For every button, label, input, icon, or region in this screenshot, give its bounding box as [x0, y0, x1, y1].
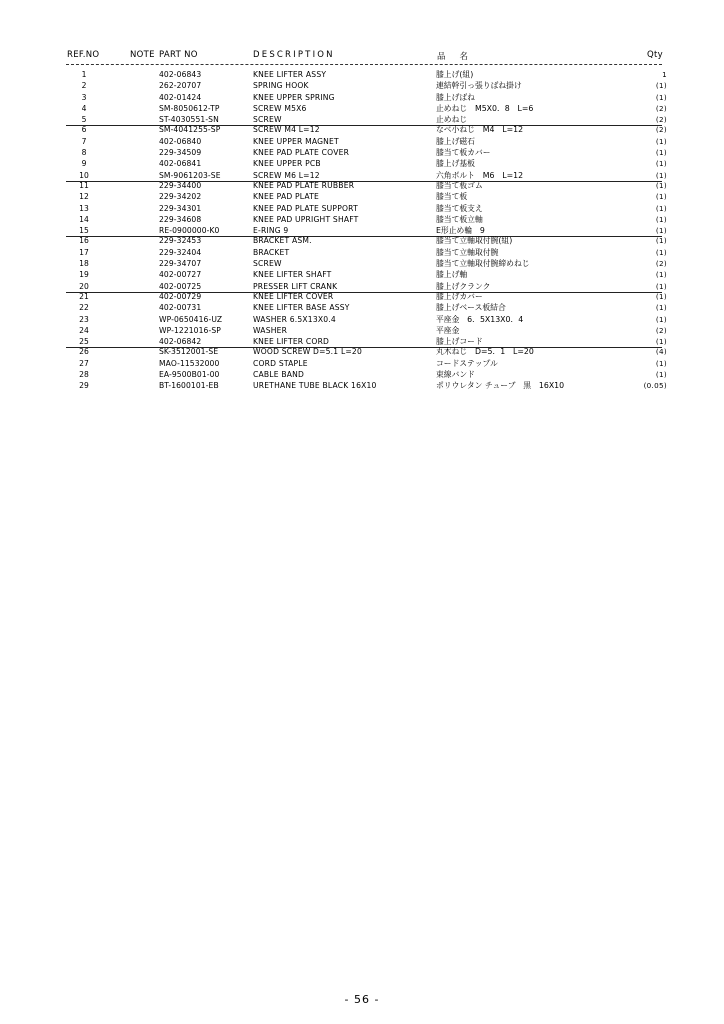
header-note: NOTE — [130, 50, 155, 60]
ref-no-cell: 6 — [81, 125, 87, 135]
description-cell: WOOD SCREW D=5.1 L=20 — [253, 347, 362, 357]
qty-cell: 1 — [662, 70, 667, 79]
japanese-name-cell: 束線バンド — [436, 370, 475, 380]
qty-cell: (1) — [655, 281, 667, 291]
japanese-name-cell: E形止め輪 9 — [436, 226, 485, 236]
table-row — [0, 325, 724, 336]
header-description: DESCRIPTION — [253, 50, 335, 60]
description-cell: SCREW M6 L=12 — [253, 170, 320, 180]
japanese-name-cell: 膝当て板立軸 — [436, 214, 483, 224]
ref-no-cell: 23 — [79, 314, 89, 324]
japanese-name-cell: 膝当て立軸取付腕 — [436, 247, 499, 257]
table-row — [0, 347, 724, 357]
table-row — [0, 125, 724, 135]
japanese-name-cell: なべ小ねじ M4 L=12 — [436, 125, 524, 135]
description-cell: URETHANE TUBE BLACK 16X10 — [253, 381, 377, 391]
qty-cell: (1) — [655, 358, 667, 368]
japanese-name-cell: 丸木ねじ D=5．1 L=20 — [436, 347, 534, 357]
table-row — [0, 258, 724, 269]
part-no-cell: 229-34202 — [159, 192, 202, 202]
description-cell: SCREW M4 L=12 — [253, 125, 320, 135]
part-no-cell: 229-32453 — [159, 236, 202, 246]
part-no-cell: BT-1600101-EB — [159, 381, 219, 391]
ref-no-cell: 7 — [81, 136, 87, 146]
qty-cell: (1) — [655, 180, 667, 190]
part-no-cell: 402-00731 — [159, 303, 202, 313]
table-row — [0, 236, 724, 246]
table-row — [0, 281, 724, 292]
description-cell: PRESSER LIFT CRANK — [253, 281, 338, 291]
table-row — [0, 147, 724, 158]
ref-no-cell: 2 — [81, 81, 87, 91]
table-row — [0, 158, 724, 169]
qty-cell: (1) — [655, 226, 667, 236]
table-row — [0, 114, 724, 125]
table-row — [0, 225, 724, 236]
description-cell: KNEE LIFTER ASSY — [253, 70, 327, 79]
qty-cell: (1) — [655, 136, 667, 146]
group-divider — [66, 181, 662, 182]
japanese-name-cell: 膝上げ(組) — [436, 70, 474, 79]
table-row — [0, 269, 724, 280]
description-cell: KNEE LIFTER CORD — [253, 337, 330, 347]
japanese-name-cell: 膝当て板カバー — [436, 148, 491, 158]
qty-cell: (1) — [655, 337, 667, 347]
description-cell: BRACKET ASM. — [253, 236, 312, 246]
table-row — [0, 69, 724, 80]
japanese-name-cell: 膝上げカバー — [436, 291, 483, 301]
ref-no-cell: 22 — [79, 303, 89, 313]
table-row — [0, 336, 724, 347]
description-cell: SCREW — [253, 259, 282, 269]
table-row — [0, 92, 724, 103]
part-no-cell: 229-32404 — [159, 247, 202, 257]
table-row — [0, 214, 724, 225]
part-no-cell: RE-0900000-K0 — [159, 226, 220, 236]
ref-no-cell: 21 — [79, 291, 89, 301]
ref-no-cell: 4 — [81, 103, 87, 113]
table-row — [0, 170, 724, 181]
header-japanese-name: 品名 — [437, 52, 483, 62]
table-header — [0, 50, 724, 64]
part-no-cell: 402-06842 — [159, 337, 202, 347]
description-cell: CABLE BAND — [253, 370, 305, 380]
part-no-cell: 402-00729 — [159, 291, 202, 301]
qty-cell: (0.05) — [643, 381, 667, 391]
ref-no-cell: 19 — [79, 270, 89, 280]
description-cell: SCREW M5X6 — [253, 103, 307, 113]
qty-cell: (1) — [655, 303, 667, 313]
ref-no-cell: 27 — [79, 358, 89, 368]
japanese-name-cell: 膝上げ基板 — [436, 159, 475, 169]
japanese-name-cell: ポリウレタン チューブ 黒 16X10 — [436, 381, 565, 391]
qty-cell: (1) — [655, 192, 667, 202]
group-divider — [66, 125, 662, 126]
table-row — [0, 103, 724, 114]
ref-no-cell: 14 — [79, 214, 89, 224]
ref-no-cell: 15 — [79, 226, 89, 236]
part-no-cell: WP-0650416-UZ — [159, 314, 223, 324]
qty-cell: (1) — [655, 92, 667, 102]
qty-cell: (2) — [655, 125, 667, 135]
group-divider — [66, 292, 662, 293]
header-qty: Qty — [647, 50, 663, 60]
japanese-name-cell: 平座金 6．5X13X0．4 — [436, 314, 524, 324]
table-row — [0, 369, 724, 380]
ref-no-cell: 8 — [81, 148, 87, 158]
japanese-name-cell: 膝当て立軸取付腕(組) — [436, 236, 513, 246]
ref-no-cell: 9 — [81, 159, 87, 169]
part-no-cell: WP-1221016-SP — [159, 325, 221, 335]
description-cell: KNEE LIFTER BASE ASSY — [253, 303, 350, 313]
ref-no-cell: 16 — [79, 236, 89, 246]
japanese-name-cell: 膝当て板 — [436, 192, 468, 202]
ref-no-cell: 11 — [79, 180, 89, 190]
ref-no-cell: 12 — [79, 192, 89, 202]
qty-cell: (1) — [655, 291, 667, 301]
description-cell: KNEE PAD PLATE RUBBER — [253, 180, 355, 190]
part-no-cell: 262-20707 — [159, 81, 202, 91]
description-cell: KNEE UPPER MAGNET — [253, 136, 339, 146]
group-divider — [66, 236, 662, 237]
table-row — [0, 358, 724, 369]
page-number: - 56 - — [344, 993, 380, 1006]
japanese-name-cell: 六角ボルト M6 L=12 — [436, 170, 524, 180]
description-cell: KNEE LIFTER SHAFT — [253, 270, 332, 280]
description-cell: KNEE PAD UPRIGHT SHAFT — [253, 214, 359, 224]
part-no-cell: 402-06841 — [159, 159, 202, 169]
ref-no-cell: 29 — [79, 381, 89, 391]
part-no-cell: SM-4041255-SP — [159, 125, 221, 135]
part-no-cell: 402-00725 — [159, 281, 202, 291]
ref-no-cell: 18 — [79, 259, 89, 269]
ref-no-cell: 13 — [79, 203, 89, 213]
japanese-name-cell: 止めねじ — [436, 115, 468, 125]
header-ref-no: REF.NO — [67, 50, 100, 60]
japanese-name-cell: 連結幹引っ張りばね掛け — [436, 81, 522, 91]
table-row — [0, 203, 724, 214]
group-divider — [66, 347, 662, 348]
japanese-name-cell: 膝当て立軸取付腕締めねじ — [436, 259, 530, 269]
ref-no-cell: 5 — [81, 115, 87, 125]
table-row — [0, 302, 724, 313]
table-row — [0, 292, 724, 302]
japanese-name-cell: 膝上げばね — [436, 92, 475, 102]
description-cell: KNEE UPPER PCB — [253, 159, 321, 169]
part-no-cell: 229-34301 — [159, 203, 202, 213]
ref-no-cell: 25 — [79, 337, 89, 347]
part-no-cell: SK-3512001-SE — [159, 347, 219, 357]
description-cell: KNEE PAD PLATE COVER — [253, 148, 350, 158]
ref-no-cell: 20 — [79, 281, 89, 291]
ref-no-cell: 10 — [79, 170, 89, 180]
qty-cell: (1) — [655, 203, 667, 213]
ref-no-cell: 3 — [81, 92, 87, 102]
qty-cell: (1) — [655, 214, 667, 224]
ref-no-cell: 1 — [81, 70, 87, 79]
parts-table — [0, 69, 724, 392]
japanese-name-cell: 膝上げ磁石 — [436, 136, 475, 146]
part-no-cell: 229-34608 — [159, 214, 202, 224]
ref-no-cell: 17 — [79, 247, 89, 257]
description-cell: KNEE PAD PLATE — [253, 192, 320, 202]
japanese-name-cell: コードステップル — [436, 358, 498, 368]
description-cell: BRACKET — [253, 247, 290, 257]
qty-cell: (2) — [655, 115, 667, 125]
header-divider — [66, 64, 662, 65]
qty-cell: (1) — [655, 247, 667, 257]
part-no-cell: 229-34509 — [159, 148, 202, 158]
table-row — [0, 314, 724, 325]
header-part-no: PART NO — [159, 50, 198, 60]
description-cell: WASHER 6.5X13X0.4 — [253, 314, 336, 324]
description-cell: KNEE LIFTER COVER — [253, 291, 334, 301]
description-cell: KNEE PAD PLATE SUPPORT — [253, 203, 358, 213]
qty-cell: (1) — [655, 270, 667, 280]
qty-cell: (2) — [655, 259, 667, 269]
japanese-name-cell: 膝上げクランク — [436, 281, 491, 291]
description-cell: WASHER — [253, 325, 288, 335]
qty-cell: (4) — [655, 347, 667, 357]
qty-cell: (2) — [655, 103, 667, 113]
ref-no-cell: 24 — [79, 325, 89, 335]
table-row — [0, 247, 724, 258]
table-row — [0, 136, 724, 147]
qty-cell: (1) — [655, 81, 667, 91]
description-cell: SPRING HOOK — [253, 81, 309, 91]
table-row — [0, 380, 724, 391]
part-no-cell: ST-4030551-SN — [159, 115, 219, 125]
part-no-cell: MAO-11532000 — [159, 358, 220, 368]
japanese-name-cell: 平座金 — [436, 325, 460, 335]
part-no-cell: SM-9061203-SE — [159, 170, 221, 180]
qty-cell: (1) — [655, 370, 667, 380]
qty-cell: (1) — [655, 314, 667, 324]
qty-cell: (1) — [655, 236, 667, 246]
part-no-cell: 229-34400 — [159, 180, 202, 190]
qty-cell: (2) — [655, 325, 667, 335]
ref-no-cell: 28 — [79, 370, 89, 380]
part-no-cell: 229-34707 — [159, 259, 202, 269]
part-no-cell: EA-9500B01-00 — [159, 370, 220, 380]
qty-cell: (1) — [655, 159, 667, 169]
part-no-cell: 402-06840 — [159, 136, 202, 146]
japanese-name-cell: 膝上げベース板結合 — [436, 303, 506, 313]
part-no-cell: 402-01424 — [159, 92, 202, 102]
japanese-name-cell: 止めねじ M5X0．8 L=6 — [436, 103, 534, 113]
japanese-name-cell: 膝上げコード — [436, 337, 483, 347]
table-row — [0, 191, 724, 202]
part-no-cell: 402-06843 — [159, 70, 202, 79]
qty-cell: (1) — [655, 170, 667, 180]
ref-no-cell: 26 — [79, 347, 89, 357]
part-no-cell: 402-00727 — [159, 270, 202, 280]
description-cell: CORD STAPLE — [253, 358, 308, 368]
description-cell: E-RING 9 — [253, 226, 289, 236]
qty-cell: (1) — [655, 148, 667, 158]
japanese-name-cell: 膝上げ軸 — [436, 270, 468, 280]
description-cell: SCREW — [253, 115, 282, 125]
description-cell: KNEE UPPER SPRING — [253, 92, 335, 102]
table-row — [0, 181, 724, 191]
japanese-name-cell: 膝当て板ゴム — [436, 180, 483, 190]
japanese-name-cell: 膝当て板支え — [436, 203, 483, 213]
part-no-cell: SM-8050612-TP — [159, 103, 220, 113]
table-row — [0, 80, 724, 91]
